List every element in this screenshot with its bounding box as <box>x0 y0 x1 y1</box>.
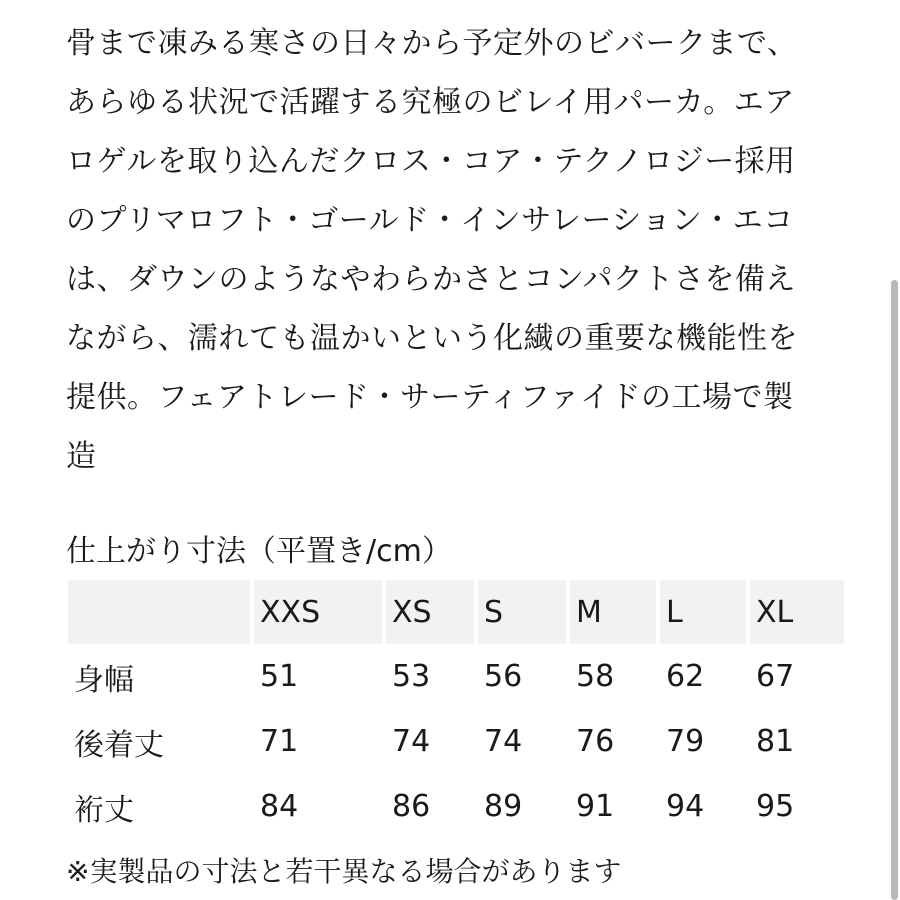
table-cell: 51 <box>260 659 299 694</box>
size-table-title: 仕上がり寸法（平置き/cm） <box>66 534 452 569</box>
table-row <box>68 774 844 839</box>
description-line: 提供。フェアトレード・サーティファイドの工場で製 <box>66 380 794 415</box>
size-table-header-corner <box>68 580 250 644</box>
table-cell: 81 <box>756 724 795 759</box>
table-row <box>68 709 844 774</box>
description-line: ながら、濡れても温かいという化繊の重要な機能性を <box>66 321 798 356</box>
table-cell: 71 <box>260 724 299 759</box>
description-line: 造 <box>66 439 97 474</box>
row-label-body-width: 身幅 <box>74 662 134 698</box>
description-line: は、ダウンのようなやわらかさとコンパクトさを備え <box>66 262 796 297</box>
size-header-s: S <box>478 580 566 644</box>
row-label-back-length: 後着丈 <box>74 727 164 763</box>
table-cell: 94 <box>666 789 705 824</box>
product-description <box>66 14 836 486</box>
description-line: 骨まで凍みる寒さの日々から予定外のビバークまで、 <box>66 26 798 61</box>
size-disclaimer-note: ※実製品の寸法と若干異なる場合があります <box>66 855 622 888</box>
table-cell: 74 <box>392 724 431 759</box>
table-cell: 86 <box>392 789 431 824</box>
size-table-header-row <box>68 580 844 644</box>
table-cell: 79 <box>666 724 705 759</box>
size-header-xs: XS <box>386 580 474 644</box>
scrollbar[interactable] <box>890 0 900 900</box>
table-cell: 58 <box>576 659 615 694</box>
row-label-sleeve-length: 裄丈 <box>74 792 134 828</box>
size-header-xl: XL <box>750 580 844 644</box>
size-header-xxs: XXS <box>254 580 382 644</box>
description-line: ロゲルを取り込んだクロス・コア・テクノロジー採用 <box>66 144 796 179</box>
size-header-m: M <box>570 580 656 644</box>
table-row <box>68 644 844 709</box>
description-line: あらゆる状況で活躍する究極のビレイ用パーカ。エア <box>66 85 795 120</box>
table-cell: 91 <box>576 789 615 824</box>
table-cell: 76 <box>576 724 615 759</box>
table-cell: 84 <box>260 789 299 824</box>
table-cell: 56 <box>484 659 523 694</box>
description-line: のプリマロフト・ゴールド・インサレーション・エコ <box>66 203 794 238</box>
table-cell: 89 <box>484 789 523 824</box>
table-cell: 74 <box>484 724 523 759</box>
size-table <box>64 580 848 839</box>
table-cell: 62 <box>666 659 705 694</box>
table-cell: 67 <box>756 659 795 694</box>
table-cell: 95 <box>756 789 795 824</box>
scrollbar-thumb[interactable] <box>891 280 898 900</box>
table-cell: 53 <box>392 659 431 694</box>
size-header-l: L <box>660 580 746 644</box>
